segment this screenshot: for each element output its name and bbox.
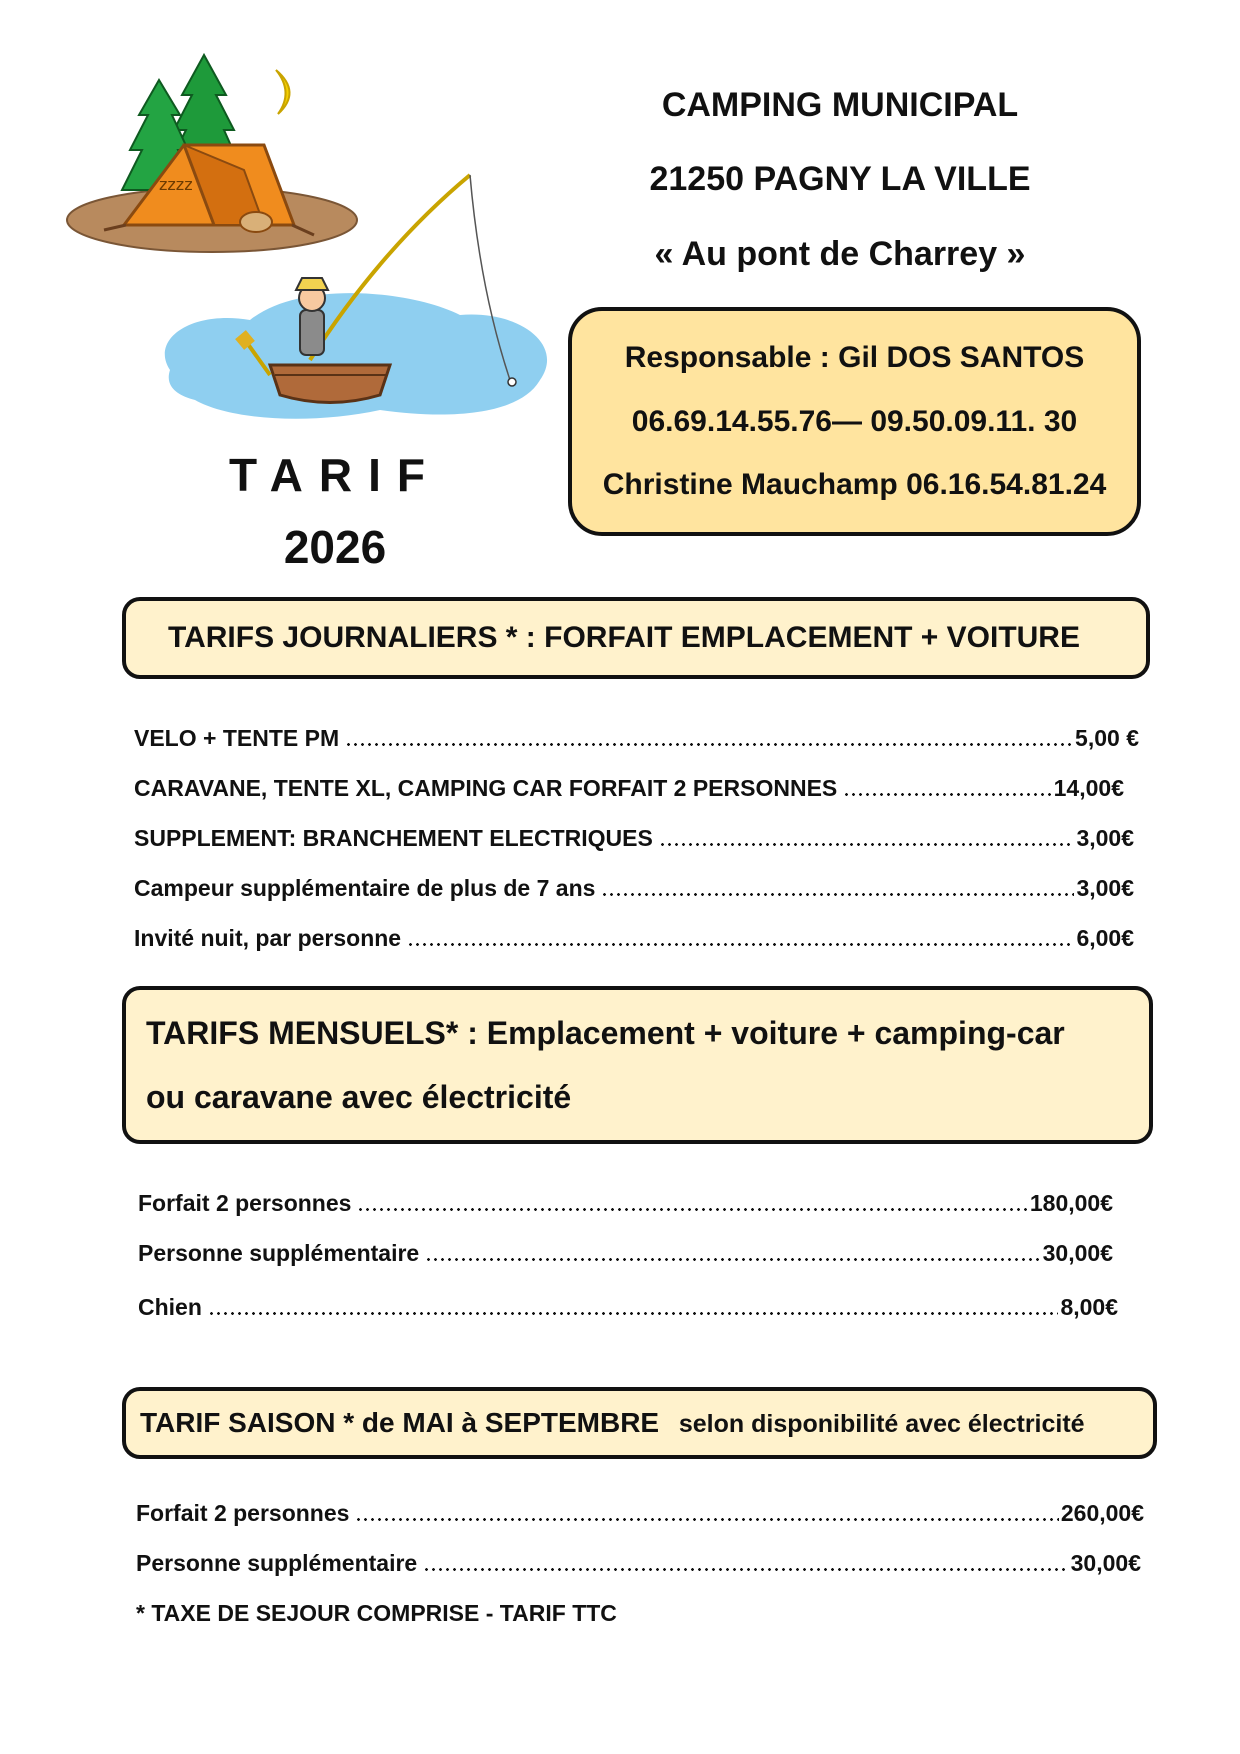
list-item [134,725,1139,775]
saison-list [136,1500,1146,1600]
saison-title-main: TARIF SAISON * de MAI à SEPTEMBRE [140,1407,660,1438]
contact-christine: Christine Mauchamp 06.16.54.81.24 [602,468,1107,502]
camping-subtitle: « Au pont de Charrey » [654,235,1026,273]
saison-title-sub: selon disponibilité avec électricité [678,1410,1085,1438]
item-price: 30,00€ [1042,1240,1113,1266]
list-item [138,1240,1113,1294]
item-label: Invité nuit, par personne [134,925,402,951]
item-price: 180,00€ [1029,1190,1113,1216]
item-label: Chien [138,1294,202,1320]
fisherman-illustration [150,170,560,450]
item-label: SUPPLEMENT: BRANCHEMENT ELECTRIQUES [134,825,653,851]
camping-name: CAMPING MUNICIPAL [661,86,1019,124]
list-item [138,1190,1113,1240]
item-label: Personne supplémentaire [138,1240,420,1266]
item-price: 6,00€ [1076,925,1134,951]
tarif-year: 2026 [283,521,387,573]
list-item [136,1500,1144,1550]
item-price: 3,00€ [1076,825,1134,851]
list-item [134,825,1134,875]
journaliers-list [134,725,1139,975]
list-item [138,1294,1118,1344]
mensuels-title-line1: TARIFS MENSUELS* : Emplacement + voiture + camping-car [146,1015,1065,1051]
item-label: VELO + TENTE PM [134,725,340,751]
list-item [134,925,1134,975]
item-label: Campeur supplémentaire de plus de 7 ans [134,875,596,901]
item-label: CARAVANE, TENTE XL, CAMPING CAR FORFAIT 2 PERSONNES [134,775,838,801]
mensuels-title-line2: ou caravane avec électricité [146,1079,572,1115]
item-label: Forfait 2 personnes [138,1190,352,1216]
item-price: 8,00€ [1060,1294,1118,1320]
item-price: 3,00€ [1076,875,1134,901]
journaliers-title: TARIFS JOURNALIERS * : FORFAIT EMPLACEMENT + VOITURE [168,621,1080,654]
contact-responsable: Responsable : Gil DOS SANTOS [624,340,1085,374]
item-price: 260,00€ [1060,1500,1144,1526]
tarif-title: TARIF [228,449,441,501]
list-item [136,1550,1141,1600]
item-label: Personne supplémentaire [136,1550,418,1576]
contact-phones: 06.69.14.55.76— 09.50.09.11. 30 [631,404,1078,438]
mensuels-list [138,1190,1118,1344]
item-label: Forfait 2 personnes [136,1500,350,1526]
svg-text:zzzz: zzzz [159,175,193,194]
contact-box [568,307,1141,536]
journaliers-header [122,597,1150,679]
item-price: 5,00 € [1075,725,1139,751]
list-item [134,875,1134,925]
saison-header [122,1387,1157,1459]
item-price: 14,00€ [1053,775,1124,801]
mensuels-header [122,986,1153,1144]
camping-address: 21250 PAGNY LA VILLE [649,160,1031,198]
list-item [134,775,1124,825]
item-price: 30,00€ [1070,1550,1141,1576]
tax-footnote: * TAXE DE SEJOUR COMPRISE - TARIF TTC [136,1600,617,1626]
